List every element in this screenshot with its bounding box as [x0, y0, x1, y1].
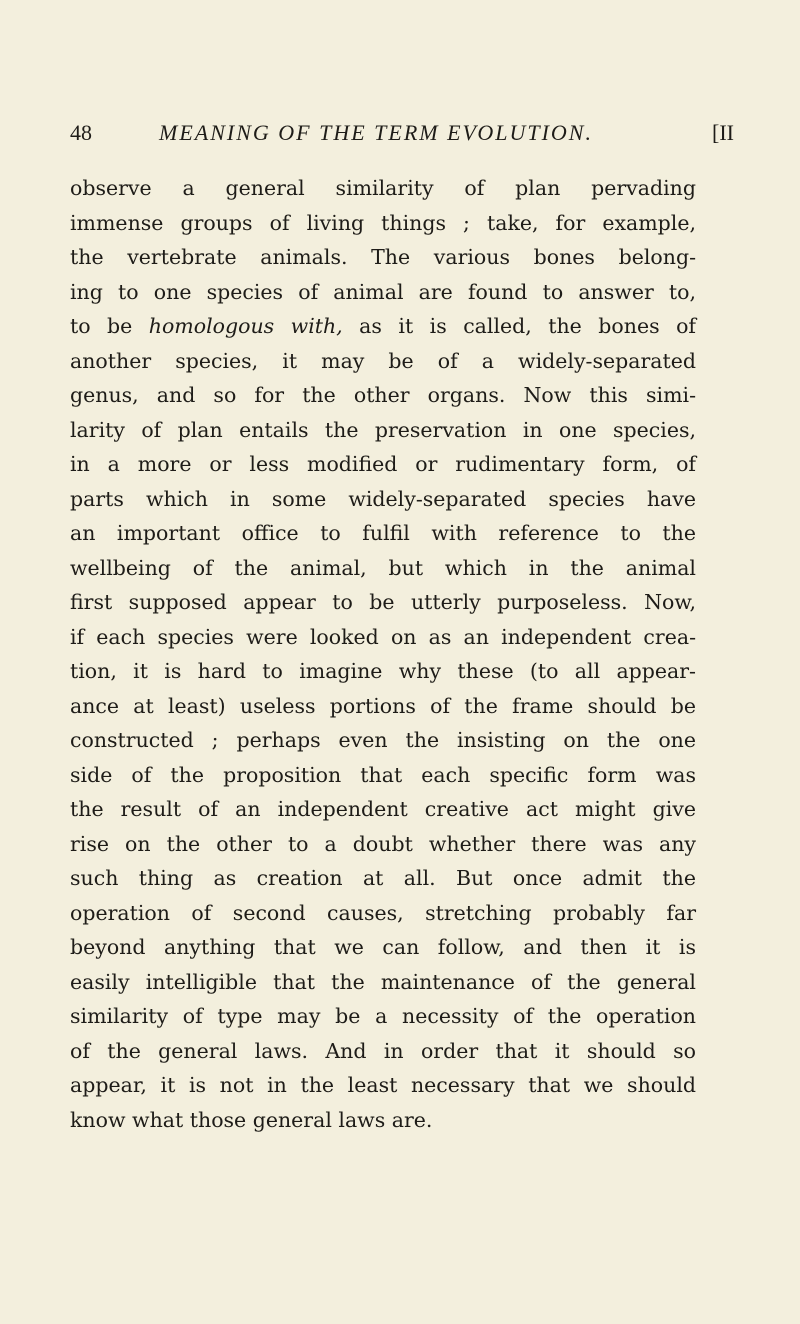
text-line: operation of second causes, stretching probably far [70, 900, 696, 925]
text-line: side of the proposition that each specific form was [70, 762, 696, 787]
text-line: the vertebrate animals. The various bones belong- [70, 245, 696, 269]
text-line: ance at least) useless portions of the frame should be [70, 693, 696, 718]
text-line: ing to one species of animal are found to answer to, [70, 279, 696, 304]
text-line: genus, and so for the other organs. Now this simi- [70, 383, 696, 407]
text-line: appear, it is not in the least necessary that we should [70, 1073, 696, 1097]
text-line: immense groups of living things ; take, for example, [70, 210, 696, 235]
text-line: rise on the other to a doubt whether there was any [70, 831, 696, 856]
body-paragraph [70, 171, 696, 1137]
text-line: similarity of type may be a necessity of the operation [70, 1004, 696, 1028]
text-line: tion, it is hard to imagine why these (to all appear- [70, 659, 696, 683]
text-line: parts which in some widely-separated species have [70, 486, 696, 511]
text-line [70, 309, 696, 344]
text-line: constructed ; perhaps even the insisting on the one [70, 728, 696, 752]
running-title: MEANING OF THE TERM EVOLUTION. [159, 120, 593, 145]
text-run: to be [70, 314, 149, 338]
chapter-mark: [II [712, 120, 734, 145]
text-line: know what those general laws are. [70, 1107, 433, 1132]
text-line: another species, it may be of a widely-separated [70, 348, 696, 373]
text-line: if each species were looked on as an independent crea- [70, 624, 696, 649]
text-line: easily intelligible that the maintenance of the general [70, 969, 696, 994]
text-line: an important office to fulfil with reference to the [70, 521, 696, 545]
text-line: observe a general similarity of plan pervading [70, 176, 696, 200]
text-line: beyond anything that we can follow, and then it is [70, 935, 696, 959]
text-line: the result of an independent creative act might give [70, 797, 696, 821]
text-line: of the general laws. And in order that it should so [70, 1038, 696, 1063]
running-head [0, 120, 800, 154]
text-line: in a more or less modified or rudimentary form, of [70, 452, 696, 476]
page-number: 48 [70, 120, 92, 145]
text-line: wellbeing of the animal, but which in the animal [70, 555, 696, 580]
text-line: such thing as creation at all. But once admit the [70, 866, 696, 890]
text-run: as it is called, the bones of [342, 314, 696, 338]
italic-term: homologous with, [148, 314, 343, 338]
text-line: first supposed appear to be utterly purposeless. Now, [70, 590, 696, 614]
text-line: larity of plan entails the preservation in one species, [70, 417, 696, 442]
